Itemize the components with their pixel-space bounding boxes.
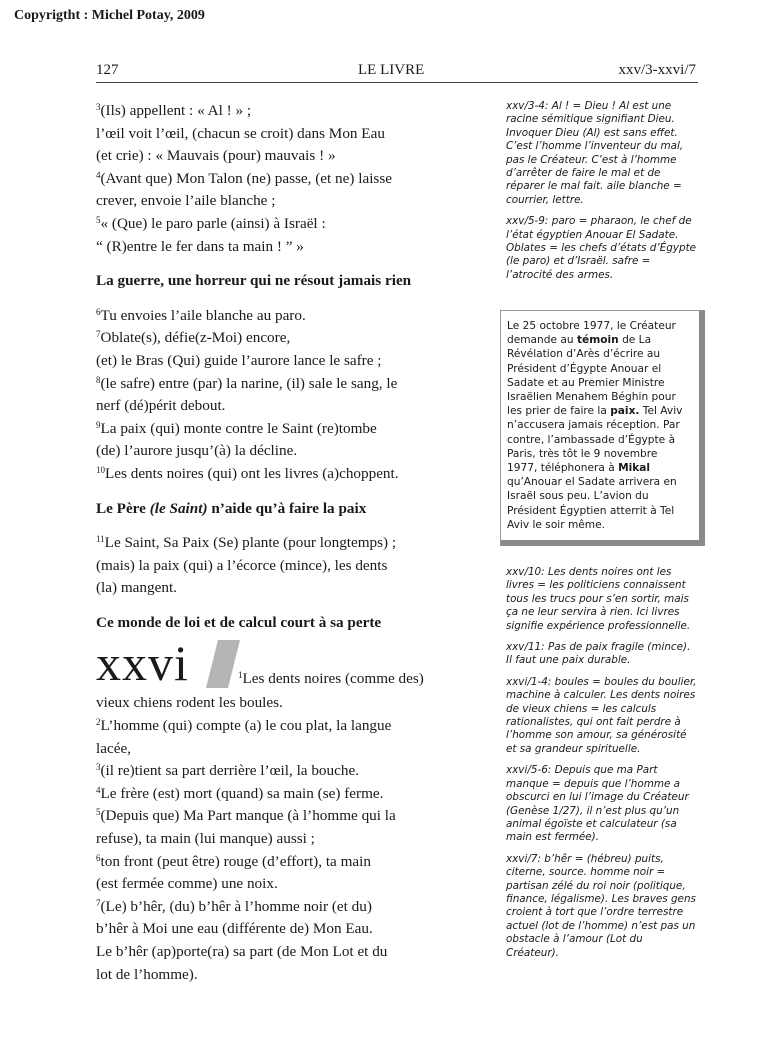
commentary-note: xxv/10: Les dents noires ont les livres = les politiciens connaissent tous les trucs pour s’en sortir, mais ça ne leur servira à rien. Ici livres signifie expérience professionnelle. bbox=[506, 566, 691, 632]
verse-line bbox=[96, 190, 492, 213]
commentary-note: xxv/5-9: paro = pharaon, le chef de l’état égyptien Anouar El Sadate. Oblates = les chefs d’états d’Égypte (le paro) et d’Israël. safre = l’atrocité des armes. bbox=[506, 215, 697, 281]
verse-number: 11 bbox=[96, 534, 105, 545]
heading-part: Le Père bbox=[96, 499, 150, 517]
verse-text: refuse), ta main (lui manque) aussi ; bbox=[96, 830, 315, 848]
verse-reference: xxv/3-xxvi/7 bbox=[618, 62, 696, 78]
verse-line bbox=[96, 805, 492, 828]
verse-text: (et) le Bras (Qui) guide l’aurore lance le safre ; bbox=[96, 351, 382, 369]
verse-text: Le Saint, Sa Paix (Se) plante (pour longtemps) ; bbox=[104, 534, 397, 552]
verse-number: 5 bbox=[96, 807, 101, 818]
verse-text: « (Que) le paro parle (ainsi) à Israël : bbox=[100, 214, 326, 232]
verse-line bbox=[96, 395, 492, 418]
verse-text: (la) mangent. bbox=[96, 579, 177, 597]
verse-line bbox=[96, 168, 492, 191]
verse-line bbox=[96, 350, 492, 373]
verse-line bbox=[96, 828, 492, 851]
verse-text: Le b’hêr (ap)porte(ra) sa part (de Mon Lot et du bbox=[96, 943, 388, 960]
box-bold: Mikal bbox=[618, 462, 651, 475]
box-bold: paix. bbox=[610, 405, 640, 418]
verse-line bbox=[96, 236, 492, 259]
verse-line bbox=[96, 738, 492, 761]
sidebar-notes-top bbox=[506, 100, 698, 290]
verse-number: 6 bbox=[96, 852, 101, 863]
verse-number: 4 bbox=[96, 784, 101, 795]
verse-line bbox=[96, 100, 492, 123]
commentary-note: xxvi/7: b’hêr = (hébreu) puits, citerne, source. homme noir = partisan zélé du roi noir (politique, finance, légalisme). Les braves gens croient à tort que l’ordre terrestre actuel (lot de l’homme) n’est pas un obstacle à l’amour (Lot du Créateur). bbox=[506, 852, 696, 959]
verse-line bbox=[96, 305, 492, 328]
verse-text: (le safre) entre (par) la narine, (il) sale le sang, le bbox=[100, 374, 398, 392]
verse-number: 9 bbox=[96, 419, 101, 430]
verse-text: (Avant que) Mon Talon (ne) passe, (et ne) laisse bbox=[100, 169, 392, 187]
verse-text: l’œil voit l’œil, (chacun se croit) dans Mon Eau bbox=[96, 124, 385, 142]
verse-number: 7 bbox=[96, 329, 101, 340]
verse-text: vieux chiens rodent les boules. bbox=[96, 694, 283, 712]
verse-line bbox=[96, 873, 492, 896]
verse-text: L’homme (qui) compte (a) le cou plat, la langue bbox=[100, 717, 392, 735]
verse-text: Les dents noires (qui) ont les livres (a)choppent. bbox=[105, 464, 399, 482]
verse-line bbox=[238, 668, 424, 691]
box-bold: témoin bbox=[576, 334, 619, 347]
verse-line bbox=[96, 213, 492, 236]
verse-block bbox=[96, 305, 492, 486]
box-text: de La Révélation d’Arès d’écrire au Président d’Égypte Anouar el Sadate et au Premier Ministre Israëlien Menahem Béghin pour les prier de faire la bbox=[507, 334, 676, 418]
verse-text: Oblate(s), défie(z-Moi) encore, bbox=[100, 329, 291, 347]
chapter-slash-ornament bbox=[206, 640, 240, 688]
verse-text: b’hêr à Moi une eau (différente de) Mon Eau. bbox=[96, 920, 373, 938]
verse-block bbox=[96, 692, 492, 986]
verse-text: La paix (qui) monte contre le Saint (re)tombe bbox=[100, 419, 377, 437]
verse-text: Les dents noires (comme des) bbox=[242, 670, 424, 688]
verse-number: 10 bbox=[96, 464, 105, 475]
box-text: qu’Anouar el Sadate arrivera en Israël sous peu. L’avion du Président Égyptien atterrit à Tel Aviv le soir même. bbox=[507, 476, 677, 531]
verse-text: Le frère (est) mort (quand) sa main (se) ferme. bbox=[100, 784, 384, 802]
verse-line bbox=[96, 715, 492, 738]
page-number: 127 bbox=[96, 62, 119, 78]
verse-text: crever, envoie l’aile blanche ; bbox=[96, 192, 276, 210]
verse-number: 6 bbox=[96, 306, 101, 317]
verse-line bbox=[96, 145, 492, 168]
book-title: LE LIVRE bbox=[358, 62, 425, 78]
verse-line bbox=[96, 123, 492, 146]
sidebar-info-box bbox=[500, 310, 705, 546]
verse-text: nerf (dé)périt debout. bbox=[96, 397, 226, 415]
verse-text: (il re)tient sa part derrière l’œil, la bouche. bbox=[100, 762, 359, 780]
section-heading: La guerre, une horreur qui ne résout jamais rien bbox=[96, 272, 412, 290]
verse-number: 8 bbox=[96, 374, 101, 385]
verse-line bbox=[96, 941, 492, 964]
verse-line bbox=[96, 964, 492, 987]
verse-number: 2 bbox=[96, 717, 101, 728]
verse-text: “ (R)entre le fer dans ta main ! ” » bbox=[96, 237, 304, 255]
verse-line bbox=[96, 373, 492, 396]
verse-line bbox=[96, 463, 492, 486]
verse-block bbox=[96, 532, 492, 600]
verse-line bbox=[96, 555, 492, 578]
heading-part-italic: (le Saint) bbox=[149, 499, 208, 517]
verse-text: lacée, bbox=[96, 739, 131, 757]
header-rule bbox=[96, 82, 698, 83]
verse-text: (mais) la paix (qui) a l’écorce (mince), les dents bbox=[96, 556, 388, 574]
verse-block bbox=[96, 100, 492, 258]
verse-number: 3 bbox=[96, 762, 101, 773]
copyright-notice: Copyrigtht : Michel Potay, 2009 bbox=[14, 8, 205, 23]
sidebar-notes-bottom bbox=[506, 566, 698, 968]
verse-text: (Depuis que) Ma Part manque (à l’homme qui la bbox=[100, 807, 396, 825]
verse-line bbox=[96, 918, 492, 941]
verse-text: (et crie) : « Mauvais (pour) mauvais ! » bbox=[96, 147, 336, 165]
verse-number: 3 bbox=[96, 102, 101, 112]
verse-line bbox=[96, 896, 492, 919]
verse-text: lot de l’homme). bbox=[96, 965, 198, 983]
verse-line bbox=[96, 783, 492, 806]
verse-text: ton front (peut être) rouge (d’effort), ta main bbox=[100, 852, 371, 870]
verse-line bbox=[96, 851, 492, 874]
verse-text: (Ils) appellent : « Al ! » ; bbox=[100, 102, 252, 119]
verse-number: 5 bbox=[96, 214, 101, 225]
verse-line bbox=[96, 692, 492, 715]
verse-line bbox=[96, 440, 492, 463]
chapter-opening bbox=[96, 635, 492, 692]
chapter-numeral: xxvi bbox=[96, 635, 189, 692]
verse-line bbox=[96, 760, 492, 783]
verse-number: 1 bbox=[238, 670, 243, 681]
verse-line bbox=[96, 577, 492, 600]
verse-line bbox=[96, 418, 492, 441]
verse-line bbox=[96, 327, 492, 350]
commentary-note: xxv/3-4: Al ! = Dieu ! Al est une racine sémitique signifiant Dieu. Invoquer Dieu (Al) est sans effet. C’est l’homme l’inventeur du mal, pas le Créateur. C’est à l’homme d’arrêter de faire le mal et de réparer le mal fait. aile blanche = courrier, lettre. bbox=[506, 100, 684, 206]
verse-line bbox=[96, 532, 492, 555]
box-text: Le 25 octobre 1977, le Créateur demande au bbox=[507, 320, 676, 347]
box-text: Tel Aviv n’accusera jamais réception. Par contre, l’ambassade d’Égypte à Paris, très tôt le 9 novembre 1977, téléphonera à bbox=[507, 405, 683, 475]
section-heading: Ce monde de loi et de calcul court à sa perte bbox=[96, 613, 382, 631]
main-text-column bbox=[96, 100, 492, 986]
verse-text: Tu envoies l’aile blanche au paro. bbox=[100, 306, 306, 324]
verse-text: (Le) b’hêr, (du) b’hêr à l’homme noir (et du) bbox=[100, 897, 372, 915]
verse-text: (est fermée comme) une noix. bbox=[96, 875, 278, 893]
verse-number: 7 bbox=[96, 897, 101, 908]
section-heading bbox=[96, 498, 492, 521]
commentary-note: xxvi/5-6: Depuis que ma Part manque = depuis que l’homme a obscurci en lui l’image du Créateur (Genèse 1/27), il n’est plus qu’un animal égoïste et calculateur (sa main est fermée). bbox=[506, 764, 689, 844]
commentary-note: xxv/11: Pas de paix fragile (mince). Il faut une paix durable. bbox=[506, 641, 691, 667]
verse-number: 4 bbox=[96, 169, 101, 180]
commentary-note: xxvi/1-4: boules = boules du boulier, machine à calculer. Les dents noires de vieux chiens = les calculs rationalistes, qui ont fait perdre à l’homme son amour, sa générosité et sa grandeur spirituelle. bbox=[506, 675, 697, 755]
verse-text: (de) l’aurore jusqu’(à) la décline. bbox=[96, 442, 298, 460]
heading-part: n’aide qu’à faire la paix bbox=[207, 499, 367, 517]
